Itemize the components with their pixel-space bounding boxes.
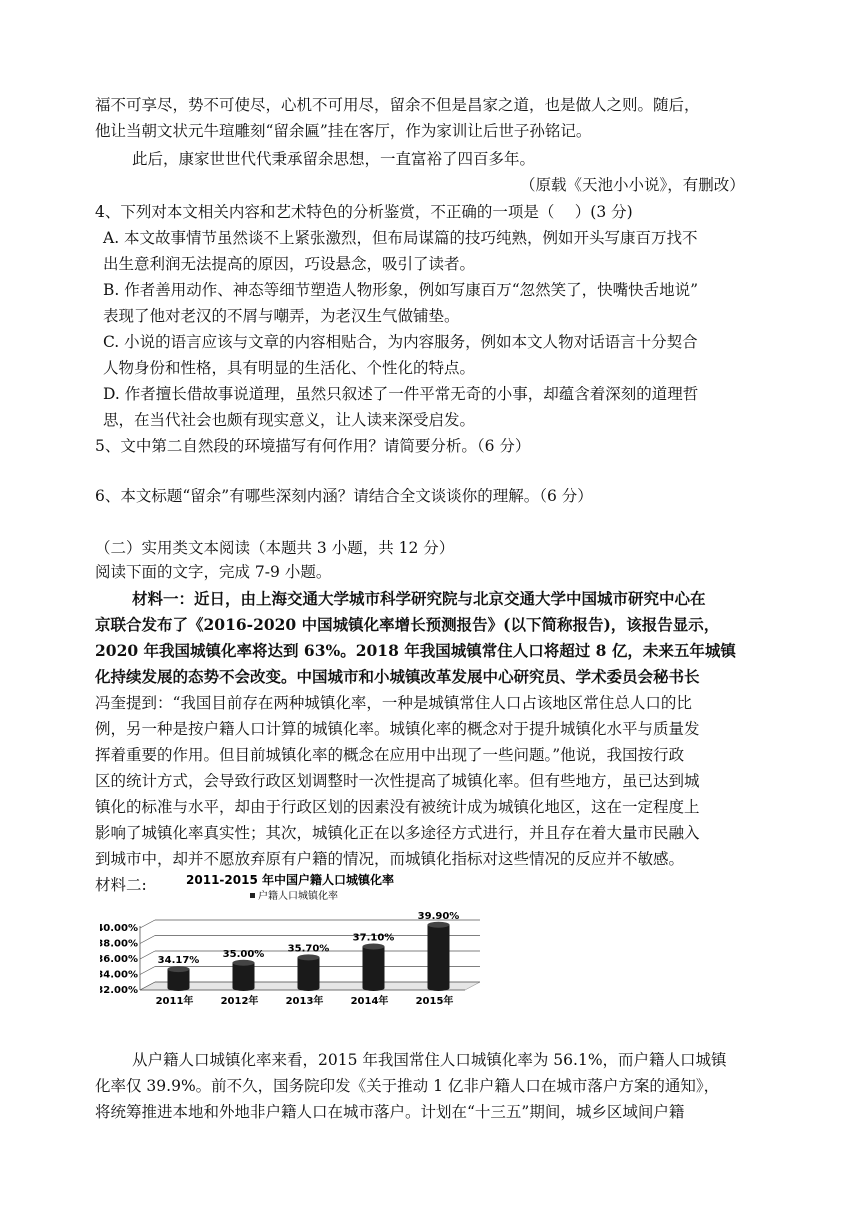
text-line: 人物身份和性格，具有明显的生活化、个性化的特点。 bbox=[103, 359, 476, 377]
bar bbox=[428, 925, 450, 988]
text-line: 镇化的标准与水平，却由于行政区划的因素没有被统计成为城镇化地区，这在一定程度上 bbox=[95, 798, 700, 816]
bar-top bbox=[363, 943, 385, 949]
text-line: 5、文中第二自然段的环境描写有何作用？请简要分析。（6 分） bbox=[95, 437, 531, 455]
text-line: C. 小说的语言应该与文章的内容相贴合，为内容服务，例如本文人物对话语言十分契合 bbox=[103, 333, 698, 351]
y-tick-label: 40.00% bbox=[100, 923, 138, 934]
bar bbox=[233, 963, 255, 988]
text-line: 4、下列对本文相关内容和艺术特色的分析鉴赏，不正确的一项是（ ）(3 分) bbox=[95, 203, 633, 221]
text-line: B. 作者善用动作、神态等细节塑造人物形象，例如写康百万“忽然笑了，快嘴快舌地说” bbox=[103, 281, 699, 299]
urbanization-rate-chart bbox=[100, 870, 480, 1040]
bar bbox=[363, 946, 385, 988]
y-tick-label: 32.00% bbox=[100, 985, 138, 996]
text-line: （原载《天池小小说》，有删改） bbox=[520, 176, 745, 194]
bar-value-label: 34.17% bbox=[157, 955, 200, 967]
bar-value-label: 35.00% bbox=[222, 948, 265, 960]
bar-top bbox=[298, 954, 320, 960]
grid-slant bbox=[140, 967, 155, 975]
bar-base bbox=[168, 985, 190, 991]
text-line: （二）实用类文本阅读（本题共 3 小题，共 12 分） bbox=[95, 539, 455, 557]
text-line: 京联合发布了《2016-2020 中国城镇化率增长预测报告》(以下简称报告)，该报告显示， bbox=[95, 615, 720, 634]
x-tick-label: 2014年 bbox=[350, 996, 389, 1007]
text-line: A. 本文故事情节虽然谈不上紧张激烈，但布局谋篇的技巧纯熟，例如开头写康百万找不 bbox=[103, 229, 698, 247]
chart-title: 2011-2015 年中国户籍人口城镇化率 bbox=[186, 873, 394, 887]
text-line: 此后，康家世世代代秉承留余思想，一直富裕了四百多年。 bbox=[132, 150, 536, 168]
bar-base bbox=[428, 985, 450, 991]
grid-slant bbox=[140, 951, 155, 959]
text-line: 材料二: bbox=[95, 876, 147, 894]
text-line: 将统筹推进本地和外地非户籍人口在城市落户。计划在“十三五”期间，城乡区域间户籍 bbox=[95, 1103, 685, 1121]
x-tick-label: 2011年 bbox=[155, 996, 194, 1007]
text-line: 思，在当代社会也颇有现实意义，让人读来深受启发。 bbox=[103, 411, 476, 429]
text-line: 到城市中，却并不愿放弃原有户籍的情况，而城镇化指标对这些情况的反应并不敏感。 bbox=[95, 850, 685, 868]
x-tick-label: 2013年 bbox=[285, 996, 324, 1007]
x-tick-label: 2015年 bbox=[415, 996, 454, 1007]
text-line: 影响了城镇化率真实性；其次，城镇化正在以多途径方式进行，并且存在着大量市民融入 bbox=[95, 824, 700, 842]
x-tick-label: 2012年 bbox=[220, 996, 259, 1007]
grid-slant bbox=[140, 936, 155, 944]
bar-base bbox=[298, 985, 320, 991]
legend-swatch bbox=[250, 893, 255, 898]
text-line: 冯奎提到：“我国目前存在两种城镇化率，一种是城镇常住人口占该地区常住总人口的比 bbox=[95, 694, 692, 712]
y-tick-label: 38.00% bbox=[100, 938, 138, 950]
bar-chart-svg bbox=[100, 870, 480, 1040]
bar bbox=[298, 957, 320, 988]
text-line: 出生意利润无法提高的原因，巧设悬念，吸引了读者。 bbox=[103, 255, 476, 273]
bar-base bbox=[363, 985, 385, 991]
y-tick-label: 36.00% bbox=[100, 954, 138, 965]
text-line: 化率仅 39.9%。前不久，国务院印发《关于推动 1 亿非户籍人口在城市落户方案的通知》， bbox=[95, 1077, 720, 1095]
bar-base bbox=[233, 985, 255, 991]
bar-top bbox=[428, 922, 450, 928]
text-line: 材料一：近日，由上海交通大学城市科学研究院与北京交通大学中国城市研究中心在 bbox=[132, 589, 706, 608]
bar-value-label: 35.70% bbox=[287, 943, 330, 955]
bar-value-label: 37.10% bbox=[352, 932, 395, 944]
legend-label: 户籍人口城镇化率 bbox=[258, 891, 338, 902]
text-line: 阅读下面的文字，完成 7-9 小题。 bbox=[95, 563, 332, 581]
y-tick-label: 34.00% bbox=[100, 969, 138, 981]
grid-slant bbox=[140, 920, 155, 928]
text-line: 6、本文标题“留余”有哪些深刻内涵？请结合全文谈谈你的理解。（6 分） bbox=[95, 487, 593, 505]
text-line: 化持续发展的态势不会改变。中国城市和小城镇改革发展中心研究员、学术委员会秘书长 bbox=[95, 667, 700, 686]
bar-top bbox=[168, 966, 190, 972]
text-line: 从户籍人口城镇化率来看，2015 年我国常住人口城镇化率为 56.1%，而户籍人口城镇 bbox=[132, 1051, 727, 1069]
text-line: 2020 年我国城镇化率将达到 63%。2018 年我国城镇常住人口将超过 8 亿，未来五年城镇 bbox=[95, 641, 736, 660]
text-line: 区的统计方式，会导致行政区划调整时一次性提高了城镇化率。但有些地方，虽已达到城 bbox=[95, 772, 700, 790]
bar-top bbox=[233, 960, 255, 966]
text-line: 表现了他对老汉的不屑与嘲弄，为老汉生气做铺垫。 bbox=[103, 307, 460, 325]
text-line: 挥着重要的作用。但目前城镇化率的概念在应用中出现了一些问题。”他说，我国按行政 bbox=[95, 746, 685, 764]
text-line: 福不可享尽，势不可使尽，心机不可用尽，留余不但是昌家之道，也是做人之则。随后， bbox=[95, 96, 700, 114]
text-line: 例，另一种是按户籍人口计算的城镇化率。城镇化率的概念对于提升城镇化水平与质量发 bbox=[95, 720, 700, 738]
bar-value-label: 39.90% bbox=[417, 910, 460, 922]
text-line: 他让当朝文状元牛瑄雕刻“留余匾”挂在客厅，作为家训让后世子孙铭记。 bbox=[95, 122, 592, 140]
text-line: D. 作者擅长借故事说道理，虽然只叙述了一件平常无奇的小事，却蕴含着深刻的道理哲 bbox=[103, 385, 699, 403]
